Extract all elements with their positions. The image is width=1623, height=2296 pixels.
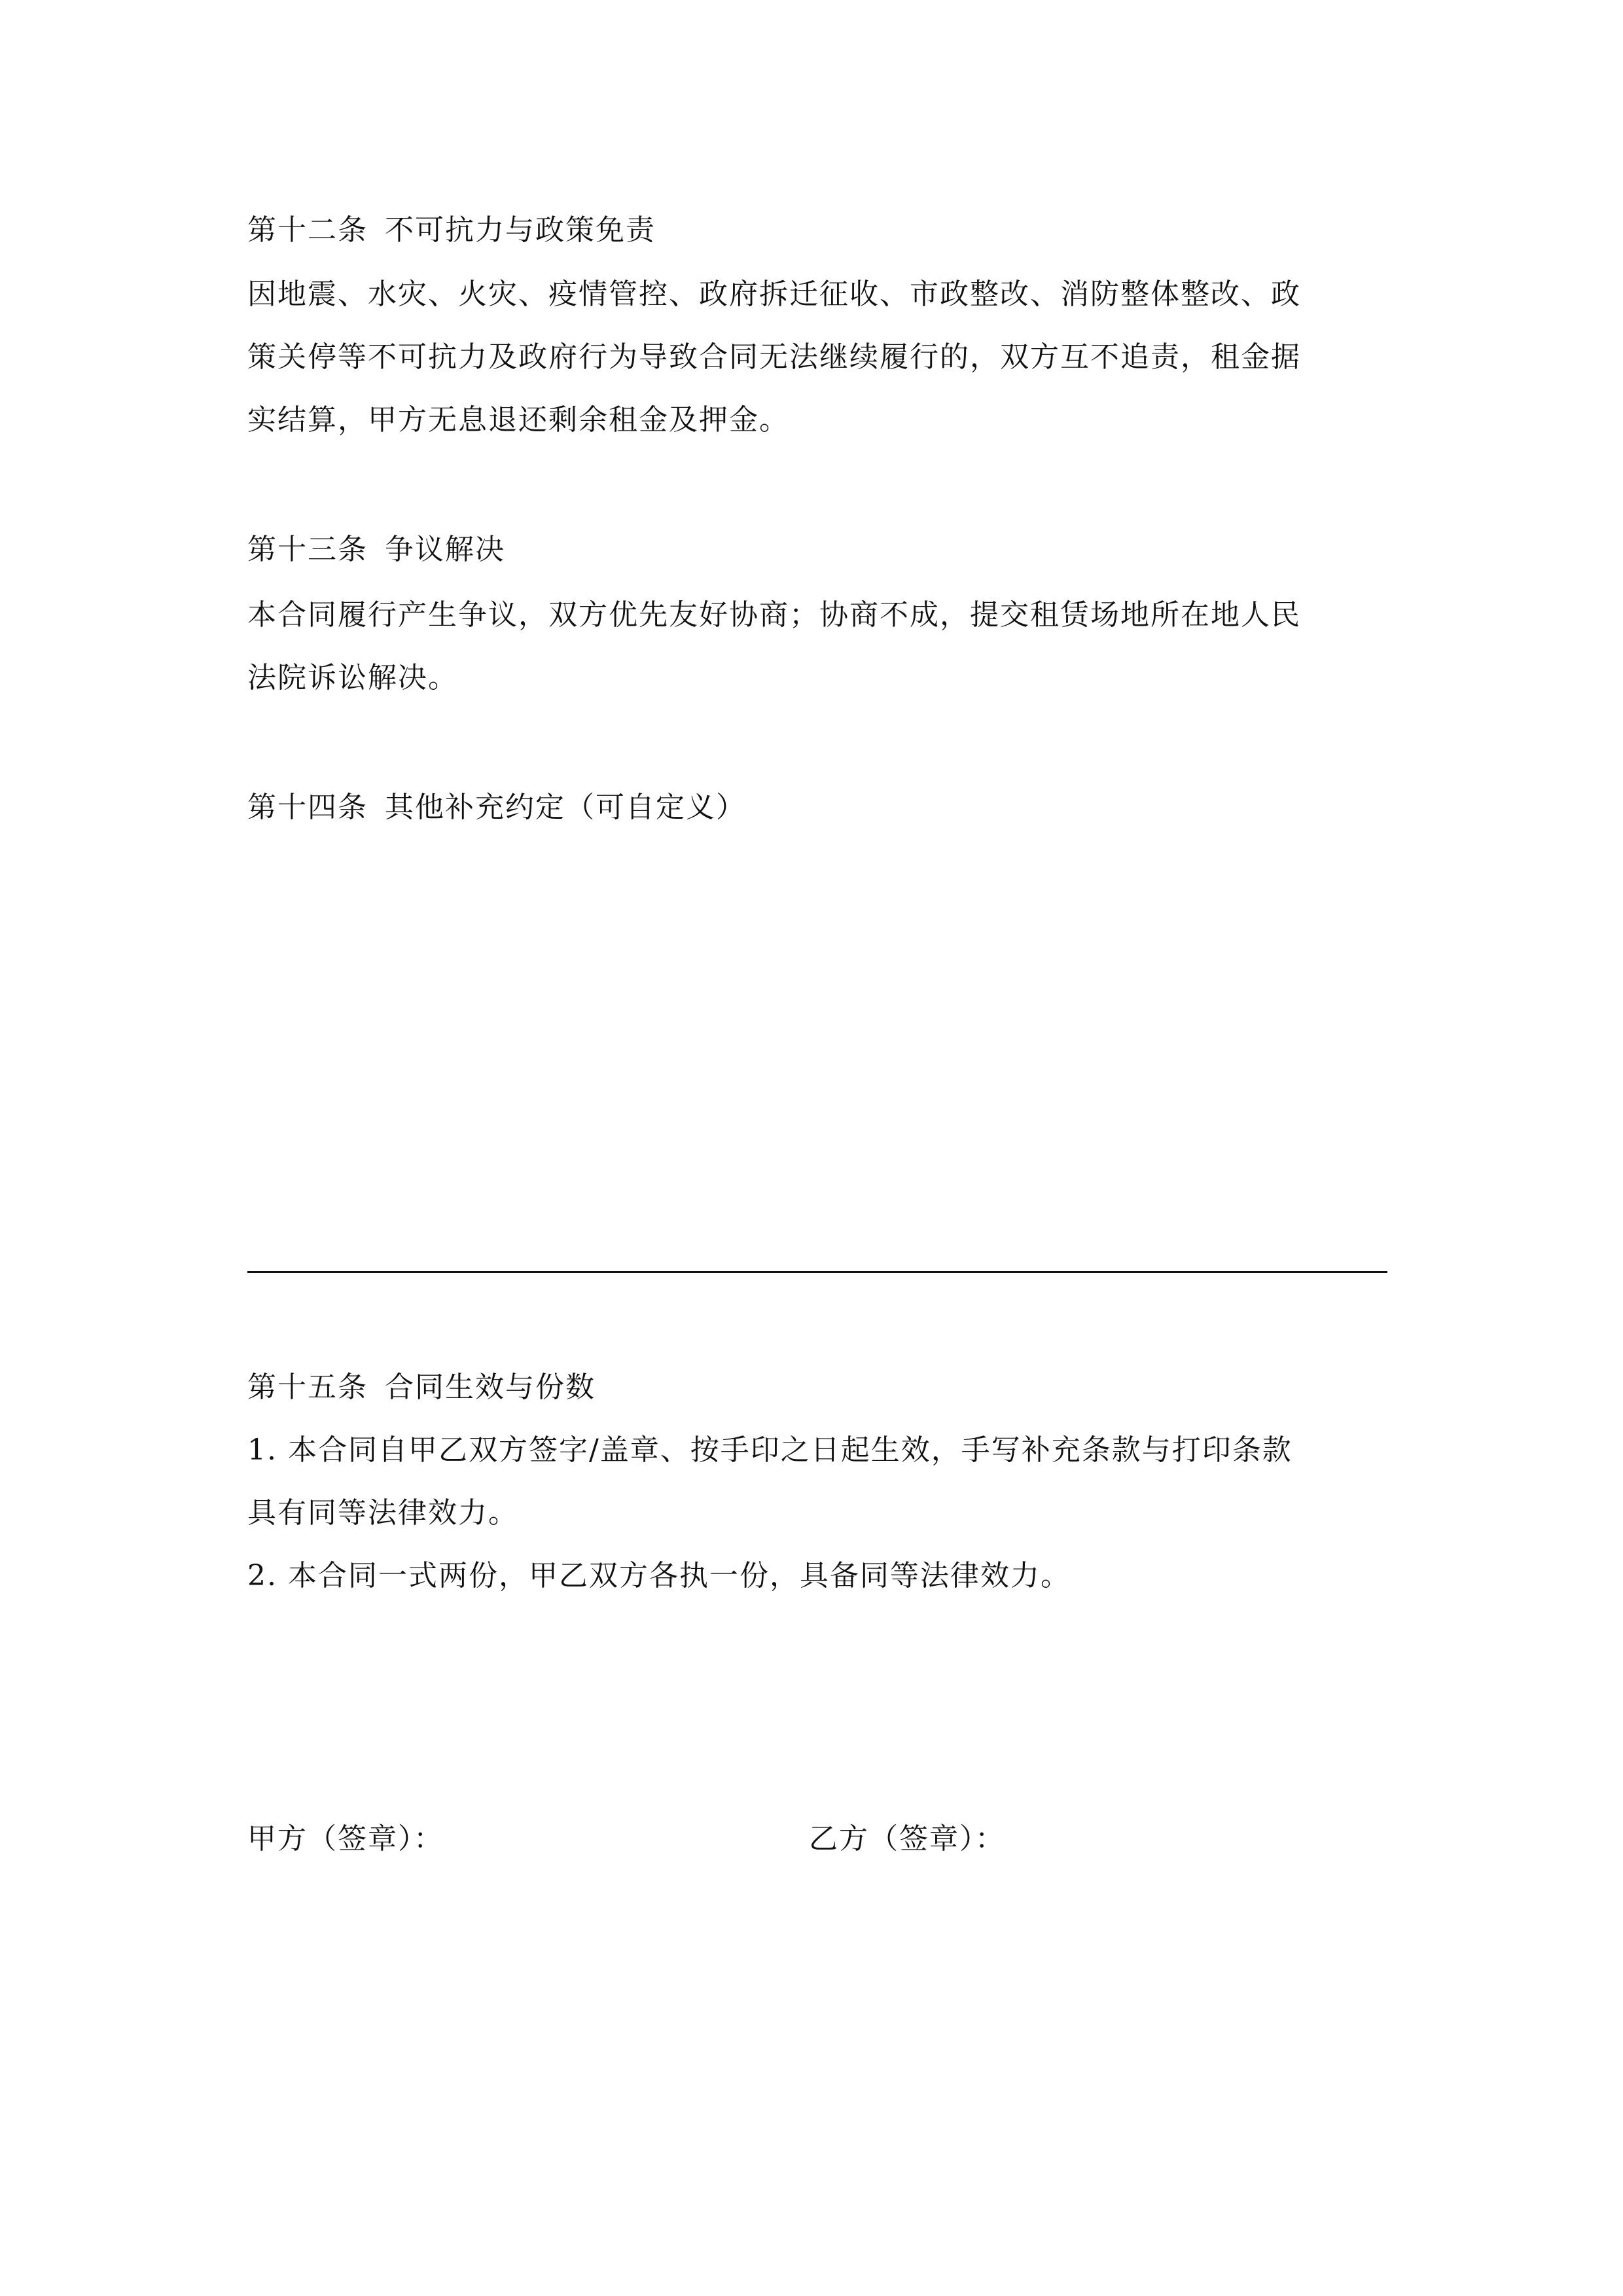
article-12-number: 第十二条 — [247, 213, 368, 247]
article-15-heading — [247, 1368, 596, 1407]
article-14-title: 其他补充约定（可自定义） — [385, 791, 746, 824]
article-14-heading — [247, 788, 746, 827]
article-15-number: 第十五条 — [247, 1371, 368, 1404]
article-15-line-3: 2. 本合同一式两份，甲乙双方各执一份，具备同等法律效力。 — [247, 1559, 1071, 1592]
article-15-line-2: 具有同等法律效力。 — [247, 1496, 518, 1530]
article-13-line-2: 法院诉讼解决。 — [247, 661, 458, 694]
party-b-signature-label: 乙方（签章）： — [809, 1822, 1005, 1856]
article-12-title: 不可抗力与政策免责 — [385, 213, 656, 247]
article-15-title: 合同生效与份数 — [385, 1371, 596, 1404]
article-12-line-3: 实结算，甲方无息退还剩余租金及押金。 — [247, 403, 789, 437]
supplementary-divider-line — [247, 1271, 1387, 1273]
article-13-body — [247, 584, 1387, 709]
article-15-body — [247, 1419, 1387, 1607]
article-12-body — [247, 263, 1387, 452]
article-13-line-1: 本合同履行产生争议，双方优先友好协商；协商不成，提交租赁场地所在地人民 — [247, 598, 1301, 632]
article-13-number: 第十三条 — [247, 533, 368, 566]
party-a-signature-label: 甲方（签章）： — [247, 1822, 444, 1856]
article-12-line-1: 因地震、水灾、火灾、疫情管控、政府拆迁征收、市政整改、消防整体整改、政 — [247, 278, 1301, 311]
article-15-line-1: 1. 本合同自甲乙双方签字/盖章、按手印之日起生效，手写补充条款与打印条款 — [247, 1433, 1293, 1467]
article-13-heading — [247, 530, 505, 569]
article-14-number: 第十四条 — [247, 791, 368, 824]
article-12-line-2: 策关停等不可抗力及政府行为导致合同无法继续履行的，双方互不追责，租金据 — [247, 340, 1301, 374]
article-13-title: 争议解决 — [385, 533, 505, 566]
article-12-heading — [247, 211, 656, 250]
